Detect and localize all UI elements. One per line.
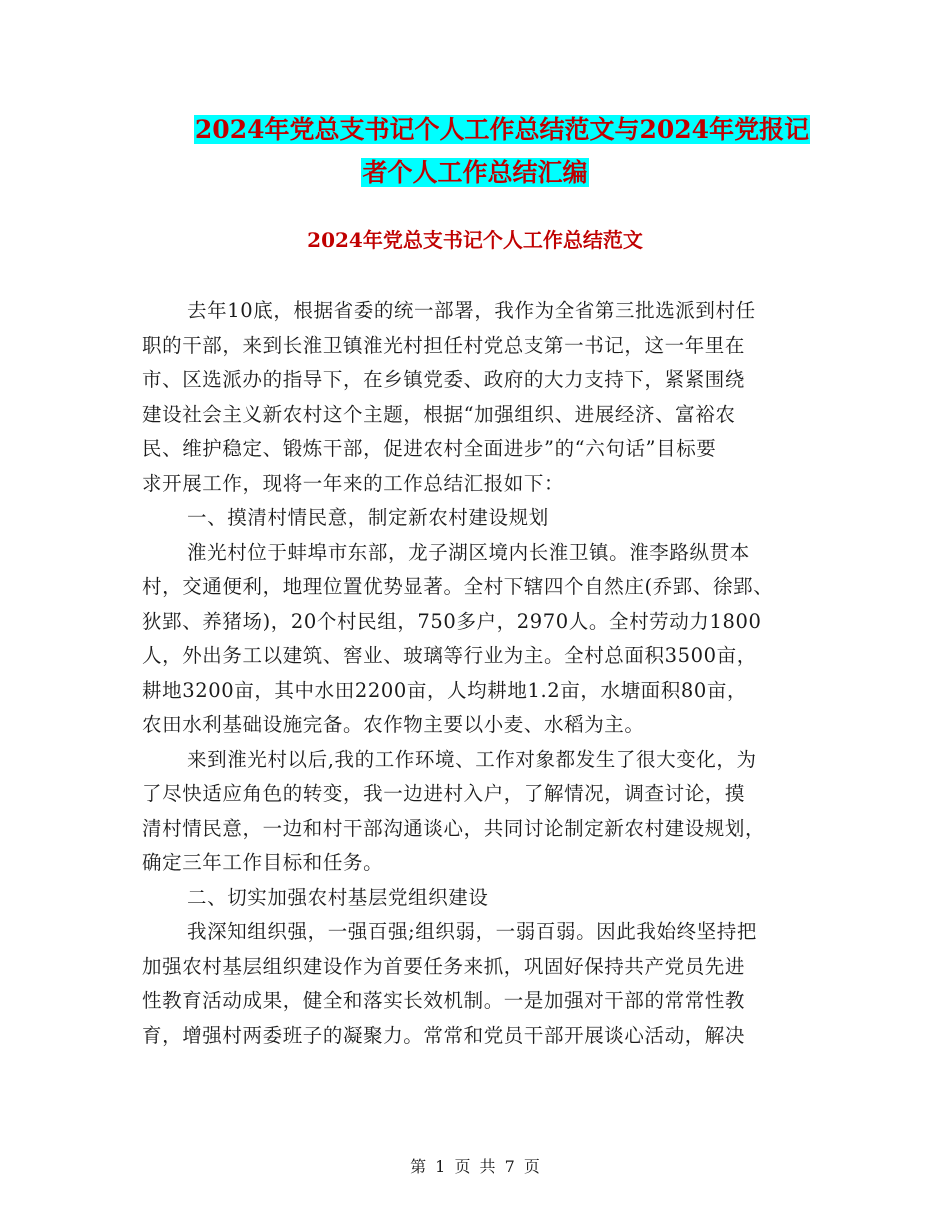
body-text-line: 耕地3200亩，其中水田2200亩，人均耕地1.2亩，水塘面积80亩， (142, 678, 748, 702)
body-text-line: 清村情民意，一边和村干部沟通谈心，共同讨论制定新农村建设规划， (142, 816, 766, 840)
body-text-line: 我深知组织强，一强百强;组织弱，一弱百弱。因此我始终坚持把 (187, 920, 757, 943)
body-text-line: 去年10底，根据省委的统一部署，我作为全省第三批选派到村任 (187, 299, 756, 322)
body-text-line: 民、维护稳定、锻炼干部，促进农村全面进步”的“六句话”目标要 (142, 437, 717, 460)
body-text-line: 二、切实加强农村基层党组织建设 (187, 885, 489, 909)
section-title: 2024年党总支书记个人工作总结范文 (307, 228, 643, 252)
body-text-line: 淮光村位于蚌埠市东部，龙子湖区境内长淮卫镇。淮李路纵贯本 (187, 540, 750, 564)
body-text-line: 市、区选派办的指导下，在乡镇党委、政府的大力支持下，紧紧围绕 (142, 368, 746, 391)
body-text-line: 来到淮光村以后,我的工作环境、工作对象都发生了很大变化，为 (187, 747, 757, 771)
body-text-line: 育，增强村两委班子的凝聚力。常常和党员干部开展谈心活动，解决 (142, 1023, 746, 1047)
body-text-line: 职的干部，来到长淮卫镇淮光村担任村党总支第一书记，这一年里在 (142, 333, 746, 357)
body-text-line: 建设社会主义新农村这个主题，根据“加强组织、进展经济、富裕农 (142, 402, 736, 426)
body-text-line: 性教育活动成果，健全和落实长效机制。一是加强对干部的常常性教 (142, 989, 746, 1012)
page-number-footer: 第 1 页 共 7 页 (410, 1157, 540, 1176)
document-title-line2: 者个人工作总结汇编 (362, 158, 588, 187)
body-text-line: 求开展工作，现将一年来的工作总结汇报如下： (142, 471, 565, 495)
document-body (142, 294, 812, 1053)
body-text-line: 加强农村基层组织建设作为首要任务来抓，巩固好保持共产党员先进 (142, 954, 746, 978)
document-title-line1: 2024年党总支书记个人工作总结范文与2024年党报记 (194, 115, 810, 144)
body-text-line: 确定三年工作目标和任务。 (142, 851, 384, 874)
body-text-line: 狄郢、养猪场)，20个村民组，750多户，2970人。全村劳动力1800 (142, 609, 762, 633)
body-text-line: 农田水利基础设施完备。农作物主要以小麦、水稻为主。 (142, 713, 645, 736)
document-title (27, 115, 950, 145)
body-text-line: 一、摸清村情民意，制定新农村建设规划 (187, 506, 549, 529)
body-text-line: 村，交通便利，地理位置优势显著。全村下辖四个自然庄(乔郢、徐郢、 (142, 575, 774, 598)
document-title-continued (0, 158, 950, 188)
body-text-line: 人，外出务工以建筑、窖业、玻璃等行业为主。全村总面积3500亩， (142, 644, 757, 667)
body-text-line: 了尽快适应角色的转变，我一边进村入户，了解情况，调查讨论，摸 (142, 782, 746, 805)
